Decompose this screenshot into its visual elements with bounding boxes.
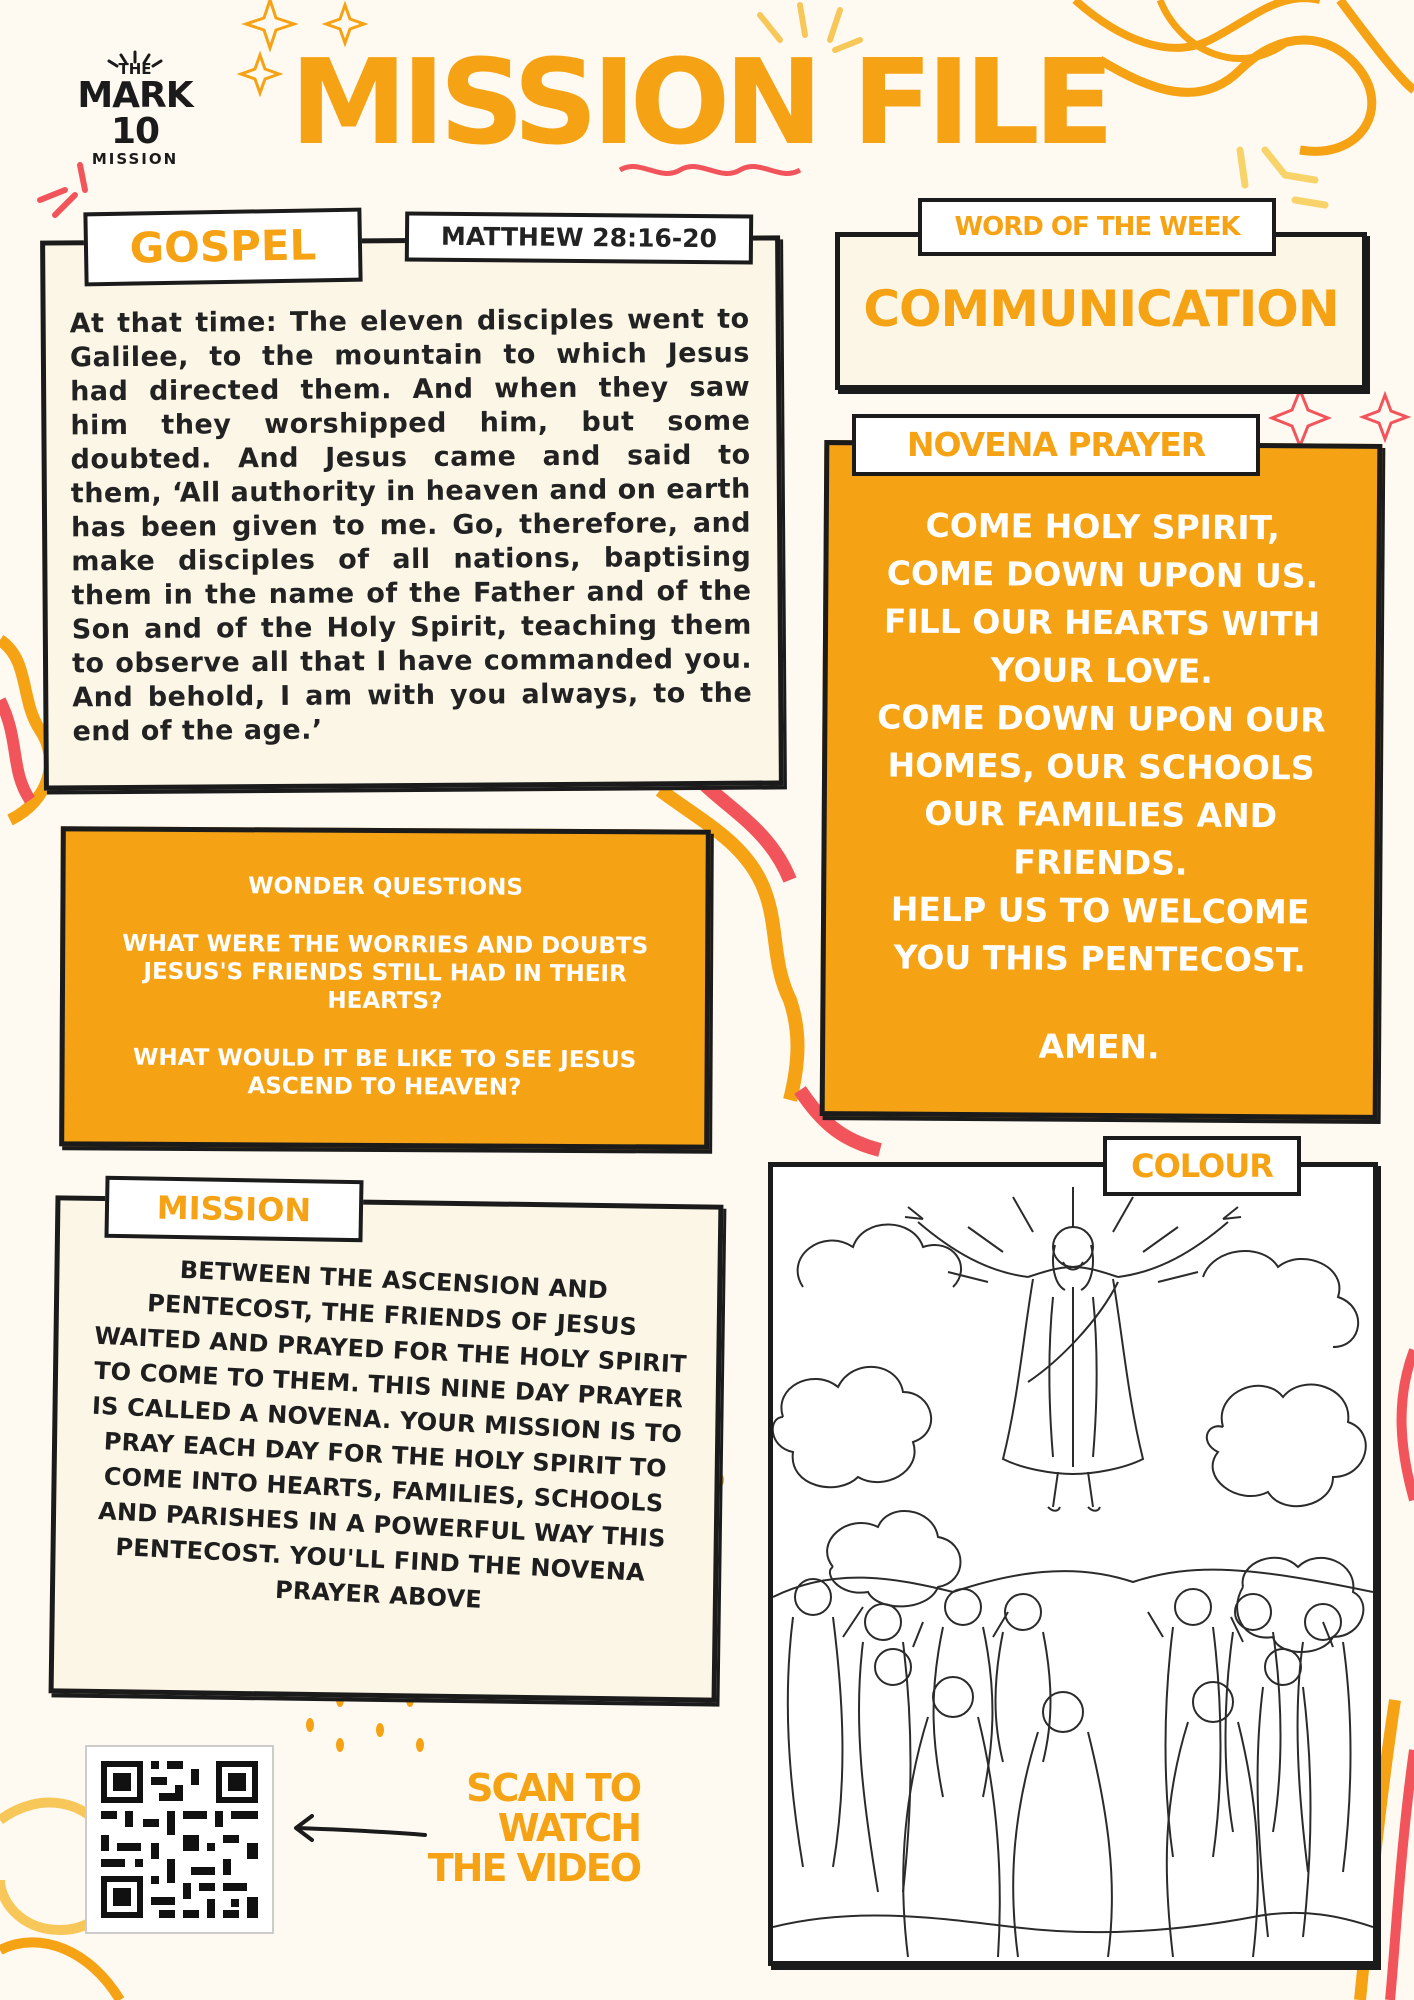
gospel-text: At that time: The eleven disciples went to Galilee, to the mountain to which Jesus had directed them. And when they saw him they worshipped him, but some doubted. And Jesus came and said to them, ‘All authority in heaven and on earth has been given to me. Go, therefore, and make disciples of all nations, baptising them in the name of the Father and of the Son and of the Holy Spirit, teaching them to observe all that I have commanded you. And behold, I am with you always, to the end of the age.’ <box>69 303 753 748</box>
novena-panel <box>820 440 1383 1120</box>
page-title: MISSION FILE <box>290 33 1109 171</box>
gospel-panel <box>40 235 784 790</box>
scan-text <box>400 1768 640 1888</box>
prayer-line: COME HOLY SPIRIT, <box>925 505 1281 548</box>
wonder-question-1: WHAT WERE THE WORRIES AND DOUBTS JESUS'S FRIENDS STILL HAD IN THEIR HEARTS? <box>122 930 649 1015</box>
prayer-line: YOU THIS PENTECOST. <box>893 937 1306 980</box>
prayer-line: COME DOWN UPON US. <box>886 553 1319 596</box>
novena-tab: NOVENA PRAYER <box>852 414 1260 476</box>
word-tab: WORD OF THE WEEK <box>918 198 1276 256</box>
prayer-line: OUR FAMILIES AND <box>924 793 1278 836</box>
mission-text: BETWEEN THE ASCENSION AND PENTECOST, THE FRIENDS OF JESUS WAITED AND PRAYED FOR THE HOLY SPIRIT TO COME TO THEM. THIS NINE DAY PRAYER IS CALLED A NOVENA. YOUR MISSION IS TO PRAY EACH DAY FOR THE HOLY SPIRIT TO COME INTO HEARTS, FAMILIES, SCHOOLS AND PARISHES IN A POWERFUL WAY THIS PENTECOST. YOU'LL FIND THE NOVENA PRAYER ABOVE <box>91 1255 688 1614</box>
wonder-question-2: WHAT WOULD IT BE LIKE TO SEE JESUS ASCEND TO HEAVEN? <box>132 1044 637 1101</box>
qr-code[interactable] <box>85 1745 274 1934</box>
prayer-line: YOUR LOVE. <box>990 650 1213 691</box>
mission-panel <box>49 1195 724 1702</box>
colour-tab: COLOUR <box>1103 1136 1301 1196</box>
logo-mission: MISSION <box>91 150 179 168</box>
scan-line-1: SCAN TO <box>466 1766 640 1810</box>
gospel-reference: MATTHEW 28:16-20 <box>405 211 753 264</box>
scan-line-2: WATCH <box>497 1806 640 1850</box>
prayer-line: HOMES, OUR SCHOOLS <box>887 745 1315 788</box>
word-of-week: COMMUNICATION <box>863 280 1339 338</box>
logo <box>50 48 220 168</box>
mission-tab: MISSION <box>104 1176 363 1242</box>
prayer-line: FILL OUR HEARTS WITH <box>883 601 1321 644</box>
scan-line-3: THE VIDEO <box>427 1846 640 1890</box>
gospel-tab: GOSPEL <box>83 208 362 287</box>
prayer-line: COME DOWN UPON OUR <box>877 697 1326 740</box>
prayer-line: HELP US TO WELCOME <box>890 889 1310 932</box>
colour-panel <box>768 1162 1378 1966</box>
ascension-colouring-illustration <box>773 1167 1373 1961</box>
wonder-title: WONDER QUESTIONS <box>248 873 524 901</box>
novena-prayer <box>825 501 1377 1073</box>
logo-the: THE <box>118 60 152 78</box>
prayer-line: FRIENDS. <box>1013 842 1188 883</box>
wonder-panel <box>59 826 711 1149</box>
logo-mark10: MARK 10 <box>77 75 193 152</box>
qr-code-icon <box>87 1747 272 1932</box>
prayer-amen: AMEN. <box>1038 1026 1160 1067</box>
